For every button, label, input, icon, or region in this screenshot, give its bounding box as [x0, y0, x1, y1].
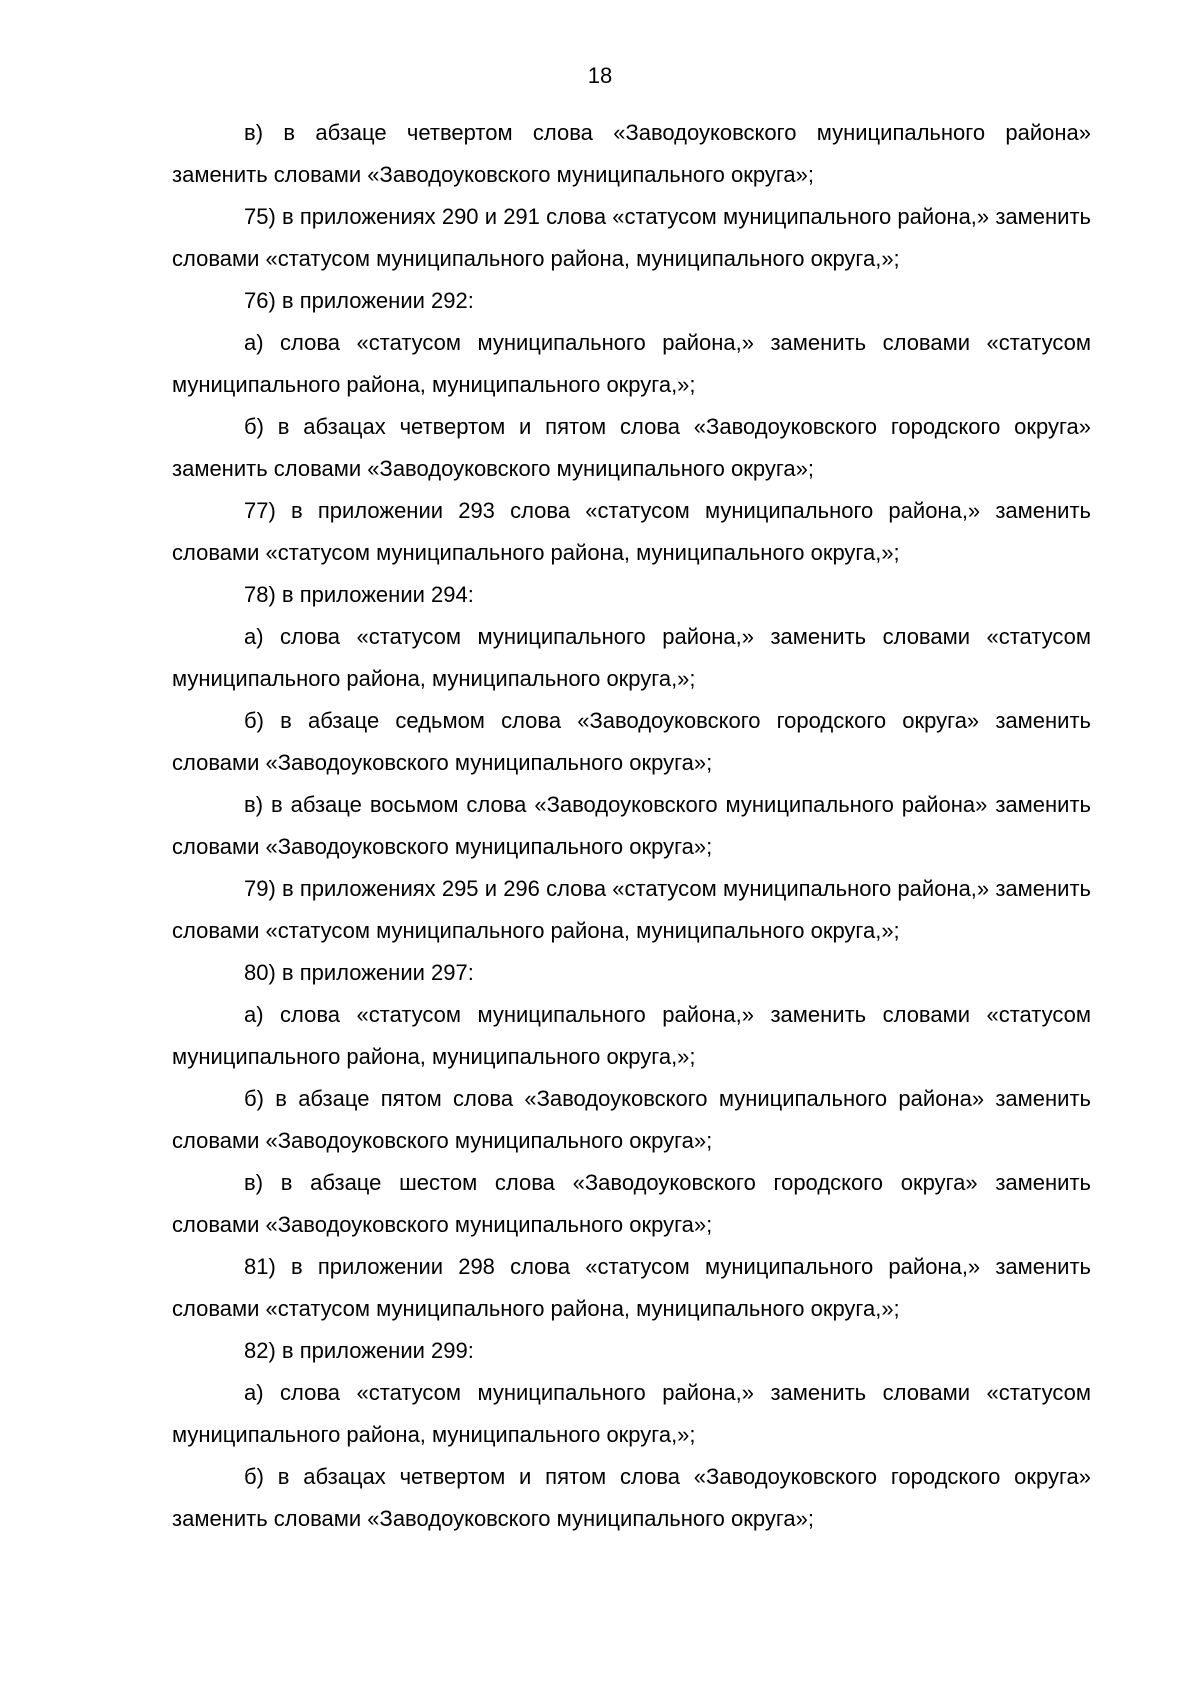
- document-body: [172, 112, 1091, 1540]
- paragraph: а) слова «статусом муниципального района,» заменить словами «статусом муниципального района, муниципального округа,»;: [172, 1002, 1091, 1069]
- paragraph: 78) в приложении 294:: [244, 582, 474, 607]
- paragraph: в) в абзаце четвертом слова «Заводоуковского муниципального района» заменить словами «Заводоуковского муниципального округа»;: [172, 120, 1091, 187]
- paragraph: 77) в приложении 293 слова «статусом муниципального района,» заменить словами «статусом муниципального района, муниципального округа,»;: [172, 498, 1091, 565]
- page-number: 18: [587, 63, 613, 88]
- paragraph: б) в абзацах четвертом и пятом слова «Заводоуковского городского округа» заменить словами «Заводоуковского муниципального округа»;: [172, 414, 1091, 481]
- paragraph: б) в абзацах четвертом и пятом слова «Заводоуковского городского округа» заменить словами «Заводоуковского муниципального округа»;: [172, 1464, 1091, 1531]
- paragraph: а) слова «статусом муниципального района,» заменить словами «статусом муниципального района, муниципального округа,»;: [172, 330, 1091, 397]
- paragraph: а) слова «статусом муниципального района,» заменить словами «статусом муниципального района, муниципального округа,»;: [172, 1380, 1091, 1447]
- paragraph: 79) в приложениях 295 и 296 слова «статусом муниципального района,» заменить словами «статусом муниципального района, муниципального округа,»;: [172, 876, 1091, 943]
- paragraph: б) в абзаце седьмом слова «Заводоуковского городского округа» заменить словами «Заводоуковского муниципального округа»;: [172, 708, 1091, 775]
- paragraph: 82) в приложении 299:: [244, 1338, 474, 1363]
- paragraph: а) слова «статусом муниципального района,» заменить словами «статусом муниципального района, муниципального округа,»;: [172, 624, 1091, 691]
- paragraph: в) в абзаце восьмом слова «Заводоуковского муниципального района» заменить словами «Заводоуковского муниципального округа»;: [172, 792, 1091, 859]
- paragraph: в) в абзаце шестом слова «Заводоуковского городского округа» заменить словами «Заводоуковского муниципального округа»;: [172, 1170, 1091, 1237]
- paragraph: 75) в приложениях 290 и 291 слова «статусом муниципального района,» заменить словами «статусом муниципального района, муниципального округа,»;: [172, 204, 1091, 271]
- paragraph: 76) в приложении 292:: [244, 288, 474, 313]
- paragraph: 80) в приложении 297:: [244, 960, 474, 985]
- paragraph: 81) в приложении 298 слова «статусом муниципального района,» заменить словами «статусом муниципального района, муниципального округа,»;: [172, 1254, 1091, 1321]
- paragraph: б) в абзаце пятом слова «Заводоуковского муниципального района» заменить словами «Заводоуковского муниципального округа»;: [172, 1086, 1091, 1153]
